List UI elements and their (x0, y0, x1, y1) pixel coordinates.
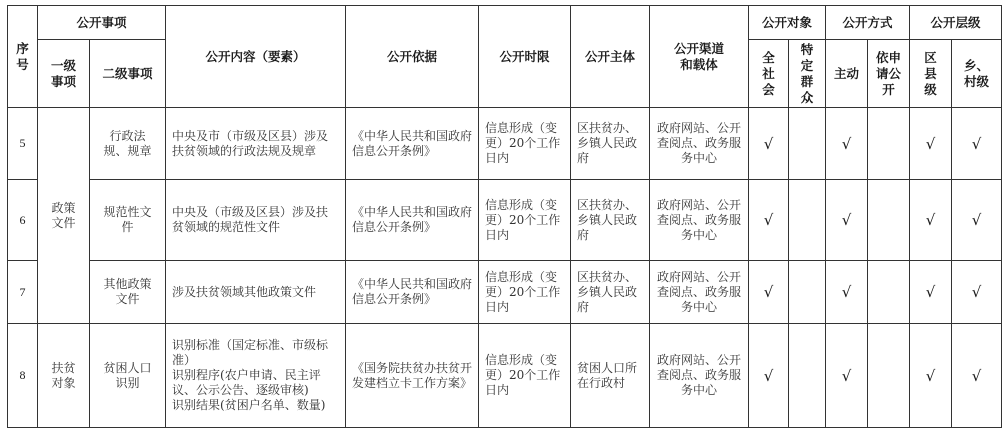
check-level-district: √ (910, 261, 952, 324)
check-target-all: √ (749, 261, 789, 324)
header-level-town: 乡、村级 (952, 40, 1002, 108)
header-channel: 公开渠道和载体 (650, 6, 749, 108)
check-target-all: √ (749, 108, 789, 180)
row-seq: 8 (8, 324, 38, 428)
check-mode-apply (868, 108, 910, 180)
row-content: 涉及扶贫领域其他政策文件 (166, 261, 346, 324)
header-mode-apply: 依申请公开 (868, 40, 910, 108)
check-target-specific (789, 180, 826, 261)
check-level-town: √ (952, 324, 1002, 428)
row-channel: 政府网站、公开查阅点、政务服务中心 (650, 108, 749, 180)
check-level-district: √ (910, 108, 952, 180)
header-matter-group: 公开事项 (38, 6, 166, 40)
header-subject: 公开主体 (571, 6, 650, 108)
check-level-district: √ (910, 180, 952, 261)
row-level2: 贫困人口识别 (90, 324, 166, 428)
group-poverty: 扶贫对象 (38, 324, 90, 428)
content-line: 识别标准（国定标准、市级标准） (172, 338, 329, 367)
row-timelimit: 信息形成（变更）20个工作日内 (479, 324, 571, 428)
row-timelimit: 信息形成（变更）20个工作日内 (479, 180, 571, 261)
row-level2: 规范性文件 (90, 180, 166, 261)
check-level-town: √ (952, 108, 1002, 180)
row-seq: 6 (8, 180, 38, 261)
check-level-district: √ (910, 324, 952, 428)
check-target-specific (789, 324, 826, 428)
check-mode-apply (868, 324, 910, 428)
row-timelimit: 信息形成（变更）20个工作日内 (479, 261, 571, 324)
row-seq: 5 (8, 108, 38, 180)
check-mode-active: √ (826, 261, 868, 324)
check-level-town: √ (952, 261, 1002, 324)
header-target-all: 全社会 (749, 40, 789, 108)
header-target-specific: 特定群众 (789, 40, 826, 108)
header-level-group: 公开层级 (910, 6, 1002, 40)
header-content: 公开内容（要素） (166, 6, 346, 108)
row-basis: 《中华人民共和国政府信息公开条例》 (346, 180, 479, 261)
row-subject: 区扶贫办、乡镇人民政府 (571, 180, 650, 261)
row-content (166, 324, 346, 428)
row-content: 中央及市（市级及区县）涉及扶贫领域的行政法规及规章 (166, 108, 346, 180)
row-level2: 行政法规、规章 (90, 108, 166, 180)
row-timelimit: 信息形成（变更）20个工作日内 (479, 108, 571, 180)
header-target-group: 公开对象 (749, 6, 826, 40)
header-seq: 序号 (8, 6, 38, 108)
table-row (8, 108, 1002, 180)
check-mode-active: √ (826, 180, 868, 261)
group-policy: 政策文件 (38, 108, 90, 324)
header-mode-active: 主动 (826, 40, 868, 108)
check-target-all: √ (749, 324, 789, 428)
check-target-specific (789, 108, 826, 180)
header-level1: 一级事项 (38, 40, 90, 108)
row-level2: 其他政策文件 (90, 261, 166, 324)
row-basis: 《国务院扶贫办扶贫开发建档立卡工作方案》 (346, 324, 479, 428)
row-subject: 区扶贫办、乡镇人民政府 (571, 261, 650, 324)
check-mode-apply (868, 261, 910, 324)
header-mode-group: 公开方式 (826, 6, 910, 40)
table-row (8, 261, 1002, 324)
content-line: 识别结果(贫困户名单、数量) (172, 398, 326, 412)
check-level-town: √ (952, 180, 1002, 261)
row-content: 中央及（市级及区县）涉及扶贫领域的规范性文件 (166, 180, 346, 261)
header-timelimit: 公开时限 (479, 6, 571, 108)
row-channel: 政府网站、公开查阅点、政务服务中心 (650, 180, 749, 261)
check-mode-apply (868, 180, 910, 261)
row-subject: 贫困人口所在行政村 (571, 324, 650, 428)
disclosure-table (7, 5, 1002, 428)
header-basis: 公开依据 (346, 6, 479, 108)
content-line: 识别程序(农户申请、民主评议、公示公告、逐级审核) (172, 368, 321, 397)
header-level2: 二级事项 (90, 40, 166, 108)
row-subject: 区扶贫办、乡镇人民政府 (571, 108, 650, 180)
check-target-specific (789, 261, 826, 324)
check-mode-active: √ (826, 108, 868, 180)
table-row (8, 324, 1002, 428)
check-target-all: √ (749, 180, 789, 261)
check-mode-active: √ (826, 324, 868, 428)
row-channel: 政府网站、公开查阅点、政务服务中心 (650, 261, 749, 324)
header-level-district: 区县级 (910, 40, 952, 108)
row-basis: 《中华人民共和国政府信息公开条例》 (346, 261, 479, 324)
row-seq: 7 (8, 261, 38, 324)
table-row (8, 180, 1002, 261)
row-channel: 政府网站、公开查阅点、政务服务中心 (650, 324, 749, 428)
row-basis: 《中华人民共和国政府信息公开条例》 (346, 108, 479, 180)
